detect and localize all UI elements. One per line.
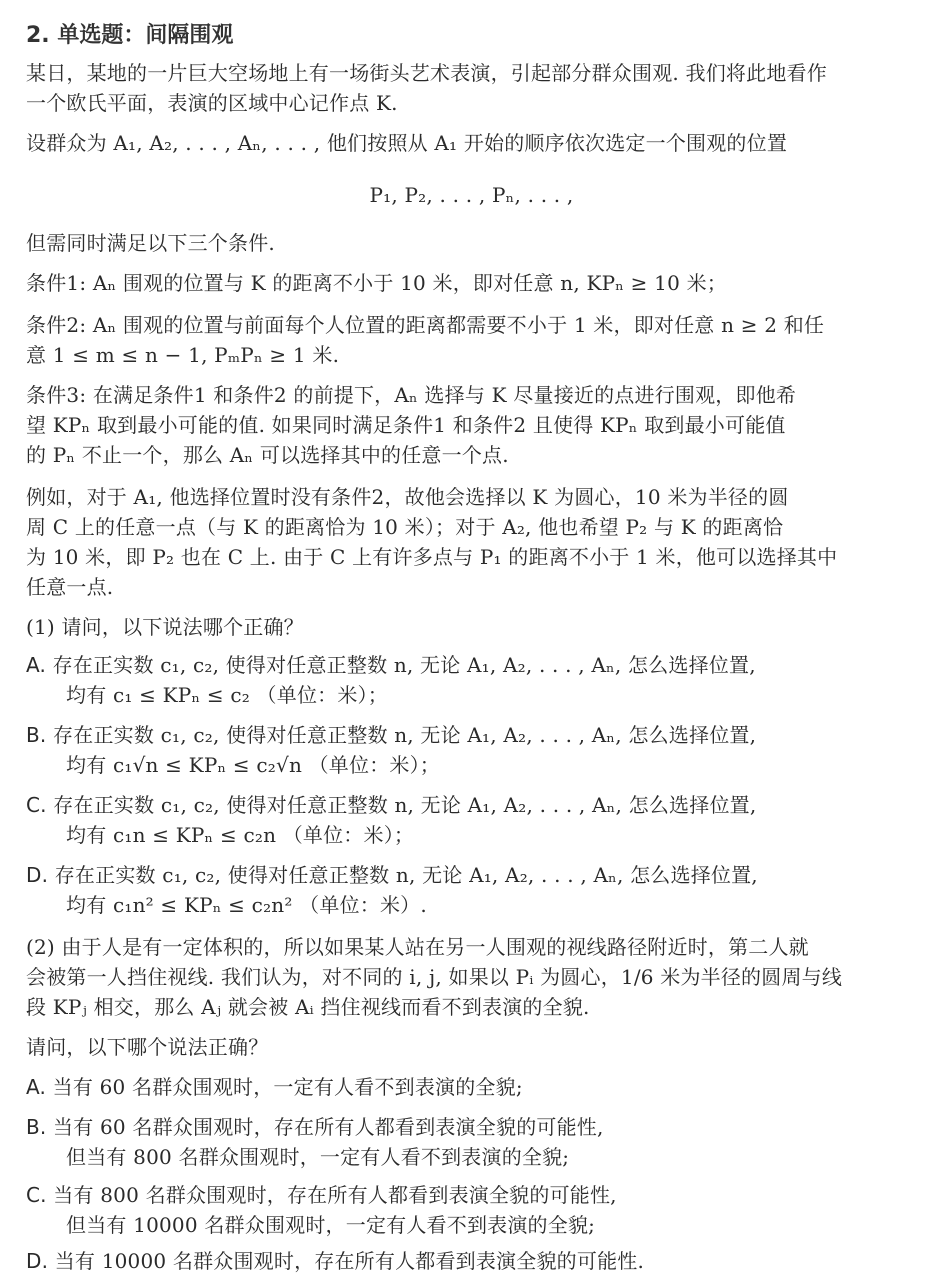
option-label: D.	[26, 1249, 49, 1273]
option-text: 当有 10000 名群众围观时，存在所有人都看到表演全貌的可能性.	[54, 1249, 645, 1273]
q1-option-b[interactable]	[26, 720, 756, 750]
option-text: 存在正实数 c₁, c₂, 使得对任意正整数 n, 无论 A₁, A₂, . . . , Aₙ, 怎么选择位置,	[53, 723, 757, 747]
option-label: A.	[26, 653, 47, 677]
q2-prompt: 请问，以下哪个说法正确？	[26, 1035, 269, 1059]
option-text: 当有 60 名群众围观时，存在所有人都看到表演全貌的可能性,	[53, 1115, 604, 1139]
q1-option-a[interactable]	[26, 650, 756, 680]
q2-option-c-line-2: 但当有 10000 名群众围观时，一定有人看不到表演的全貌;	[66, 1213, 596, 1237]
condition-3-line-3: 的 Pₙ 不止一个，那么 Aₙ 可以选择其中的任意一个点.	[26, 443, 509, 467]
option-text: 存在正实数 c₁, c₂, 使得对任意正整数 n, 无论 A₁, A₂, . . . , Aₙ, 怎么选择位置,	[54, 863, 758, 887]
q1-option-a-line-2: 均有 c₁ ≤ KPₙ ≤ c₂ （单位：米）；	[66, 683, 388, 707]
option-label: C.	[26, 1183, 47, 1207]
option-label: B.	[26, 1115, 47, 1139]
option-text: 存在正实数 c₁, c₂, 使得对任意正整数 n, 无论 A₁, A₂, . . . , Aₙ, 怎么选择位置,	[52, 653, 756, 677]
condition-2-line-1: 条件2: Aₙ 围观的位置与前面每个人位置的距离都需要不小于 1 米，即对任意 n ≥ 2 和任	[26, 313, 825, 337]
example-line-3: 为 10 米，即 P₂ 也在 C 上. 由于 C 上有许多点与 P₁ 的距离不小于 1 米，他可以选择其中	[26, 545, 838, 569]
example-line-2: 周 C 上的任意一点（与 K 的距离恰为 10 米）；对于 A₂, 他也希望 P₂ 与 K 的距离恰	[26, 515, 784, 539]
q2-context-line-1: (2) 由于人是有一定体积的，所以如果某人站在另一人围观的视线路径附近时，第二人就	[26, 935, 809, 959]
q2-option-a[interactable]	[26, 1072, 523, 1102]
q2-option-b[interactable]	[26, 1112, 604, 1142]
q2-option-b-line-2: 但当有 800 名群众围观时，一定有人看不到表演的全貌;	[66, 1145, 570, 1169]
q1-option-b-line-2: 均有 c₁√n ≤ KPₙ ≤ c₂√n （单位：米）；	[66, 753, 440, 777]
q2-option-c[interactable]	[26, 1180, 617, 1210]
option-text: 当有 60 名群众围观时，一定有人看不到表演的全貌;	[52, 1075, 523, 1099]
option-label: A.	[26, 1075, 47, 1099]
q1-prompt: (1) 请问，以下说法哪个正确？	[26, 615, 304, 639]
intro-line-1: 某日，某地的一片巨大空场地上有一场街头艺术表演，引起部分群众围观. 我们将此地看作	[26, 61, 827, 85]
condition-1: 条件1: Aₙ 围观的位置与 K 的距离不小于 10 米，即对任意 n, KPₙ ≥ 10 米；	[26, 271, 727, 295]
example-line-1: 例如，对于 A₁, 他选择位置时没有条件2，故他会选择以 K 为圆心，10 米为半径的圆	[26, 485, 789, 509]
condition-3-line-1: 条件3: 在满足条件1 和条件2 的前提下，Aₙ 选择与 K 尽量接近的点进行围观，即他希	[26, 383, 797, 407]
conditions-intro: 但需同时满足以下三个条件.	[26, 231, 275, 255]
option-text: 当有 800 名群众围观时，存在所有人都看到表演全貌的可能性,	[53, 1183, 617, 1207]
q1-option-d[interactable]	[26, 860, 758, 890]
condition-2-line-2: 意 1 ≤ m ≤ n − 1, PₘPₙ ≥ 1 米.	[26, 343, 340, 367]
example-line-4: 任意一点.	[26, 575, 114, 599]
option-label: C.	[26, 793, 47, 817]
q2-context-line-3: 段 KPⱼ 相交，那么 Aⱼ 就会被 Aᵢ 挡住视线而看不到表演的全貌.	[26, 995, 590, 1019]
problem-title: 2. 单选题：间隔围观	[26, 23, 234, 48]
q2-option-d[interactable]	[26, 1246, 644, 1276]
q1-option-c[interactable]	[26, 790, 756, 820]
q1-option-d-line-2: 均有 c₁n² ≤ KPₙ ≤ c₂n² （单位：米）.	[66, 893, 427, 917]
positions-formula: P₁, P₂, . . . , Pₙ, . . . ,	[369, 183, 574, 207]
condition-3-line-2: 望 KPₙ 取到最小可能的值. 如果同时满足条件1 和条件2 且使得 KPₙ 取到最小可能值	[26, 413, 786, 437]
setup-text: 设群众为 A₁, A₂, . . . , Aₙ, . . . , 他们按照从 A₁ 开始的顺序依次选定一个围观的位置	[26, 131, 788, 155]
intro-line-2: 一个欧氏平面，表演的区域中心记作点 K.	[26, 91, 398, 115]
q2-context-line-2: 会被第一人挡住视线. 我们认为，对不同的 i, j, 如果以 Pᵢ 为圆心，1/6 米为半径的圆周与线	[26, 965, 843, 989]
option-label: B.	[26, 723, 47, 747]
q1-option-c-line-2: 均有 c₁n ≤ KPₙ ≤ c₂n （单位：米）；	[66, 823, 415, 847]
option-text: 存在正实数 c₁, c₂, 使得对任意正整数 n, 无论 A₁, A₂, . . . , Aₙ, 怎么选择位置,	[53, 793, 757, 817]
option-label: D.	[26, 863, 49, 887]
